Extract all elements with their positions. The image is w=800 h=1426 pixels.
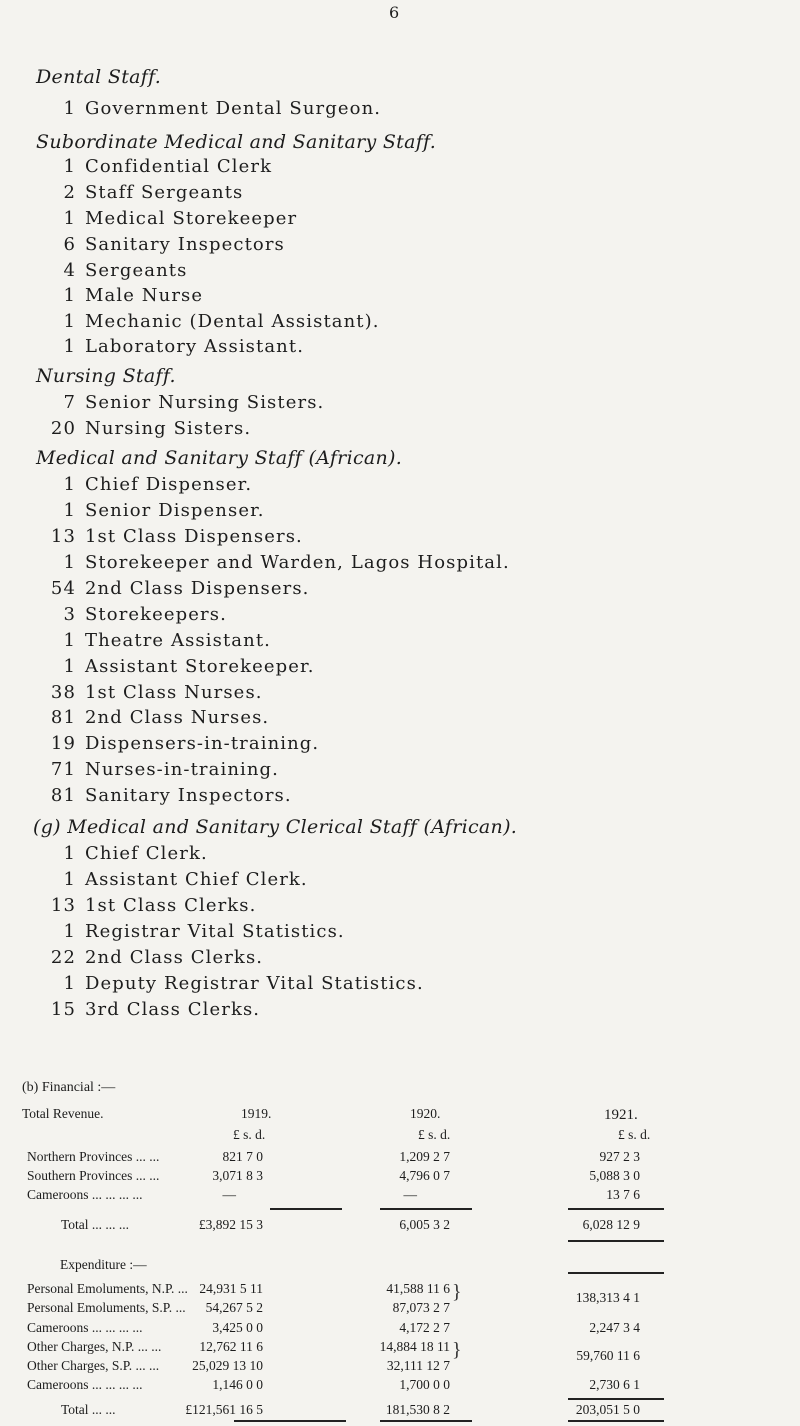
- staff-line: 1 Confidential Clerk: [63, 156, 273, 177]
- staff-line: 81 Sanitary Inspectors.: [50, 785, 292, 806]
- staff-line: 1 Male Nurse: [63, 285, 204, 306]
- total-rule: [568, 1240, 664, 1242]
- revenue-row-label: Southern Provinces ... ...: [27, 1168, 160, 1183]
- year-header: 1920.: [410, 1106, 441, 1121]
- total-rule: [380, 1420, 472, 1422]
- staff-line: 1 Assistant Chief Clerk.: [63, 869, 308, 890]
- expenditure-cell: 3,425 0 0: [212, 1320, 263, 1335]
- staff-line: 71 Nurses-in-training.: [50, 759, 280, 780]
- revenue-total-label: Total ... ... ...: [61, 1217, 130, 1232]
- revenue-row-label: Cameroons ... ... ... ...: [27, 1187, 143, 1202]
- expenditure-cell: 24,931 5 11: [199, 1281, 263, 1296]
- staff-line: 1 Mechanic (Dental Assistant).: [63, 311, 380, 332]
- staff-line: 1 Government Dental Surgeon.: [63, 98, 382, 119]
- expenditure-row-label: Cameroons ... ... ... ...: [27, 1320, 143, 1335]
- staff-line: 38 1st Class Nurses.: [50, 682, 263, 703]
- expenditure-1921-cell: 2,730 6 1: [589, 1377, 640, 1392]
- units-header: £ s. d.: [618, 1127, 651, 1142]
- staff-line: 1 Laboratory Assistant.: [63, 336, 305, 357]
- staff-line: 13 1st Class Dispensers.: [50, 526, 303, 547]
- expenditure-row-label: Other Charges, S.P. ... ...: [27, 1358, 160, 1373]
- clerical-staff-heading: (g) Medical and Sanitary Clerical Staff (African).: [33, 816, 518, 838]
- staff-line: 1 Chief Clerk.: [63, 843, 208, 864]
- subordinate-staff-heading: Subordinate Medical and Sanitary Staff.: [36, 131, 437, 153]
- staff-line: 1 Chief Dispenser.: [63, 474, 253, 495]
- expenditure-cell: 87,073 2 7: [392, 1300, 450, 1315]
- staff-line: 4 Sergeants: [63, 260, 188, 281]
- revenue-total-cell: 6,028 12 9: [582, 1217, 640, 1232]
- subtotal-rule: [270, 1208, 342, 1210]
- staff-line: 13 1st Class Clerks.: [50, 895, 257, 916]
- expenditure-1921-cell: 138,313 4 1: [575, 1290, 640, 1305]
- staff-line: 22 2nd Class Clerks.: [50, 947, 264, 968]
- revenue-cell: 5,088 3 0: [589, 1168, 640, 1183]
- african-staff-heading: Medical and Sanitary Staff (African).: [36, 447, 403, 469]
- nursing-staff-heading: Nursing Staff.: [36, 365, 176, 387]
- financial-heading: (b) Financial :—: [22, 1080, 116, 1095]
- expenditure-label: Expenditure :—: [60, 1257, 147, 1272]
- revenue-total-cell: 6,005 3 2: [399, 1217, 450, 1232]
- staff-line: 1 Senior Dispenser.: [63, 500, 265, 521]
- brace-mark: }: [452, 1281, 462, 1303]
- brace-mark: }: [452, 1339, 462, 1361]
- expenditure-cell: 1,700 0 0: [399, 1377, 450, 1392]
- revenue-total-cell: £3,892 15 3: [198, 1217, 263, 1232]
- staff-line: 1 Theatre Assistant.: [63, 630, 271, 651]
- expenditure-total-cell: £121,561 16 5: [185, 1402, 263, 1417]
- staff-line: 1 Deputy Registrar Vital Statistics.: [63, 973, 424, 994]
- expenditure-row-label: Personal Emoluments, N.P. ...: [27, 1281, 188, 1296]
- staff-line: 15 3rd Class Clerks.: [50, 999, 261, 1020]
- expenditure-total-cell: 181,530 8 2: [385, 1402, 450, 1417]
- dental-staff-heading: Dental Staff.: [36, 66, 162, 88]
- staff-line: 7 Senior Nursing Sisters.: [63, 392, 325, 413]
- expenditure-cell: 32,111 12 7: [386, 1358, 450, 1373]
- subtotal-rule: [568, 1272, 664, 1274]
- expenditure-total-cell: 203,051 5 0: [575, 1402, 640, 1417]
- subtotal-rule: [568, 1398, 664, 1400]
- revenue-cell: 13 7 6: [606, 1187, 640, 1202]
- year-header: 1919.: [241, 1106, 272, 1121]
- revenue-cell: 4,796 0 7: [399, 1168, 450, 1183]
- expenditure-cell: 4,172 2 7: [399, 1320, 450, 1335]
- revenue-cell: 3,071 8 3: [212, 1168, 263, 1183]
- expenditure-cell: 25,029 13 10: [192, 1358, 263, 1373]
- revenue-cell: —: [403, 1187, 417, 1202]
- staff-line: 1 Storekeeper and Warden, Lagos Hospital.: [63, 552, 510, 573]
- staff-line: 81 2nd Class Nurses.: [50, 707, 270, 728]
- expenditure-cell: 1,146 0 0: [212, 1377, 263, 1392]
- staff-line: 3 Storekeepers.: [63, 604, 227, 625]
- subtotal-rule: [568, 1208, 664, 1210]
- expenditure-cell: 54,267 5 2: [205, 1300, 263, 1315]
- expenditure-row-label: Other Charges, N.P. ... ...: [27, 1339, 162, 1354]
- staff-line: 1 Medical Storekeeper: [63, 208, 298, 229]
- revenue-cell: —: [222, 1187, 236, 1202]
- expenditure-row-label: Cameroons ... ... ... ...: [27, 1377, 143, 1392]
- total-rule: [568, 1420, 664, 1422]
- expenditure-total-label: Total ... ...: [61, 1402, 116, 1417]
- expenditure-1921-cell: 59,760 11 6: [576, 1348, 640, 1363]
- revenue-cell: 927 2 3: [599, 1149, 640, 1164]
- page-number: 6: [389, 3, 400, 22]
- expenditure-1921-cell: 2,247 3 4: [589, 1320, 640, 1335]
- units-header: £ s. d.: [418, 1127, 451, 1142]
- year-header: 1921.: [604, 1107, 638, 1123]
- subtotal-rule: [380, 1208, 472, 1210]
- staff-line: 6 Sanitary Inspectors: [63, 234, 285, 255]
- staff-line: 1 Assistant Storekeeper.: [63, 656, 315, 677]
- revenue-label: Total Revenue.: [22, 1106, 104, 1121]
- staff-line: 19 Dispensers-in-training.: [50, 733, 320, 754]
- revenue-cell: 1,209 2 7: [399, 1149, 450, 1164]
- total-rule: [234, 1420, 346, 1422]
- revenue-row-label: Northern Provinces ... ...: [27, 1149, 160, 1164]
- expenditure-cell: 41,588 11 6: [386, 1281, 450, 1296]
- staff-line: 20 Nursing Sisters.: [50, 418, 252, 439]
- staff-line: 2 Staff Sergeants: [63, 182, 244, 203]
- staff-line: 54 2nd Class Dispensers.: [50, 578, 310, 599]
- expenditure-cell: 12,762 11 6: [199, 1339, 263, 1354]
- expenditure-row-label: Personal Emoluments, S.P. ...: [27, 1300, 186, 1315]
- staff-line: 1 Registrar Vital Statistics.: [63, 921, 345, 942]
- expenditure-cell: 14,884 18 11: [379, 1339, 450, 1354]
- units-header: £ s. d.: [233, 1127, 266, 1142]
- revenue-cell: 821 7 0: [222, 1149, 263, 1164]
